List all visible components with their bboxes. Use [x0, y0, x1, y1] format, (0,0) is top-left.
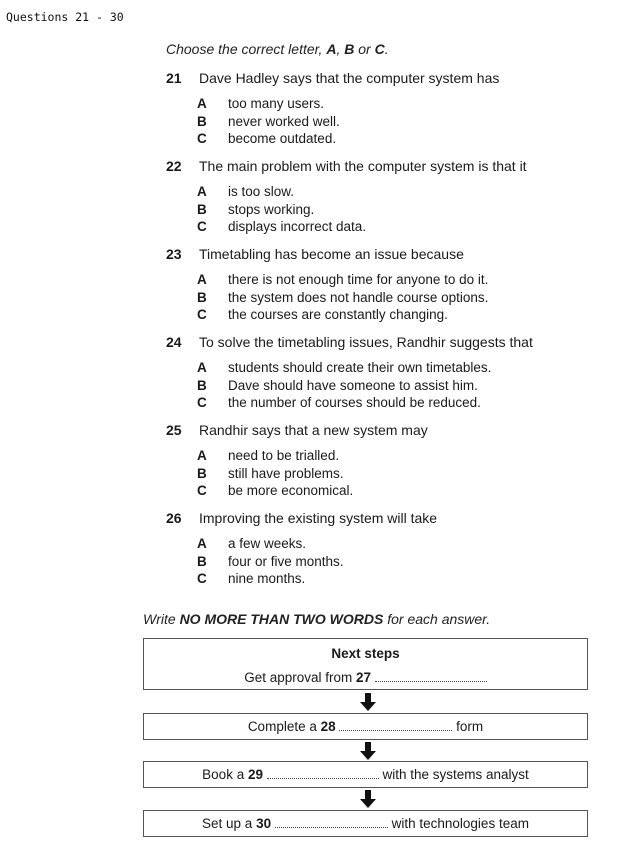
question-text: Timetabling has become an issue because — [199, 246, 464, 262]
option-a[interactable]: A there is not enough time for anyone to do it. — [197, 272, 489, 287]
option-a[interactable]: A a few weeks. — [197, 536, 307, 551]
arrow-down-icon — [358, 741, 378, 761]
option-a[interactable]: A is too slow. — [197, 184, 295, 199]
question-25 — [166, 422, 586, 501]
option-c[interactable]: C become outdated. — [197, 131, 337, 146]
question-text: Randhir says that a new system may — [199, 422, 428, 438]
question-22 — [166, 158, 586, 237]
option-b[interactable]: B Dave should have someone to assist him. — [197, 377, 478, 393]
answer-blank-30[interactable] — [275, 817, 388, 828]
question-number: 22 — [166, 158, 182, 174]
question-text: Improving the existing system will take — [199, 510, 438, 526]
question-number: 26 — [166, 510, 182, 526]
option-a[interactable]: A too many users. — [197, 96, 325, 111]
option-a[interactable]: A students should create their own timetables. — [197, 360, 492, 375]
option-a[interactable]: A need to be trialled. — [197, 448, 340, 463]
option-c[interactable]: C nine months. — [197, 571, 306, 586]
question-text: Dave Hadley says that the computer system has — [199, 70, 500, 86]
arrow-down-icon — [358, 692, 378, 712]
answer-blank-27[interactable] — [375, 671, 487, 682]
question-number: 25 — [166, 422, 182, 438]
gap-fill-instruction: Write NO MORE THAN TWO WORDS for each answer. — [143, 611, 491, 627]
question-23 — [166, 246, 586, 325]
question-text: To solve the timetabling issues, Randhir suggests that — [199, 334, 533, 350]
mcq-instruction: Choose the correct letter, A, B or C. — [166, 41, 389, 57]
page-header: Questions 21 - 30 — [6, 10, 124, 24]
question-number: 23 — [166, 246, 182, 262]
answer-blank-29[interactable] — [267, 768, 379, 779]
flowchart-step-27: Next steps Get approval from 27 — [143, 638, 588, 690]
option-b[interactable]: B four or five months. — [197, 553, 344, 569]
flowchart-step-29: Book a 29 with the systems analyst — [143, 761, 588, 788]
arrow-down-icon — [358, 789, 378, 809]
option-b[interactable]: B never worked well. — [197, 113, 340, 129]
option-b[interactable]: B still have problems. — [197, 465, 344, 481]
option-c[interactable]: C displays incorrect data. — [197, 219, 367, 234]
question-21 — [166, 70, 586, 149]
option-c[interactable]: C the courses are constantly changing. — [197, 307, 448, 322]
flowchart-step-28: Complete a 28 form — [143, 713, 588, 740]
flowchart-step-30: Set up a 30 with technologies team — [143, 810, 588, 837]
flowchart-title: Next steps — [331, 646, 400, 661]
question-number: 24 — [166, 334, 182, 350]
option-b[interactable]: B the system does not handle course options. — [197, 289, 489, 305]
option-b[interactable]: B stops working. — [197, 201, 315, 217]
answer-blank-28[interactable] — [339, 720, 452, 731]
question-24 — [166, 334, 586, 413]
question-number: 21 — [166, 70, 182, 86]
question-text: The main problem with the computer system is that it — [199, 158, 527, 174]
question-26 — [166, 510, 586, 589]
option-c[interactable]: C be more economical. — [197, 483, 354, 498]
option-c[interactable]: C the number of courses should be reduced. — [197, 395, 481, 410]
